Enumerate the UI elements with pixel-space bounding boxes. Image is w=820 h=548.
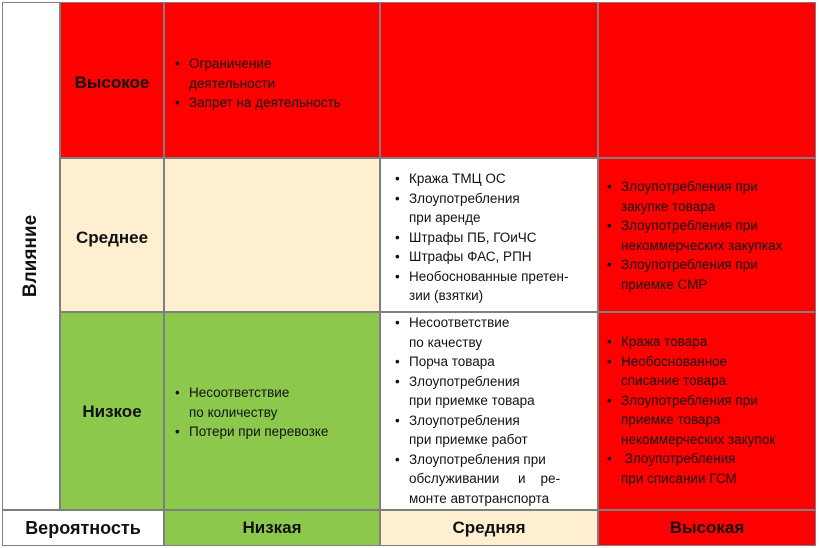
list-item: • Штрафы ПБ, ГОиЧС (395, 228, 569, 248)
list-item: • Запрет на деятельность (175, 93, 341, 113)
row-label-medium-text: Среднее (75, 228, 149, 247)
column-header-medium-text: Средняя (452, 518, 526, 537)
list-item: • Необоснованное списание товара (607, 352, 775, 391)
list-item: • Кража товара (607, 332, 775, 352)
list-item: • Злоупотребления при закупке товара (607, 177, 782, 216)
list-item: • Несоответствие по количеству (175, 383, 328, 422)
column-header-low (164, 510, 380, 546)
list-item: • Необоснованные претен- зии (взятки) (395, 267, 569, 306)
row-label-high-text: Высокое (74, 73, 150, 92)
column-header-medium (380, 510, 598, 546)
list-item: • Штрафы ФАС, РПН (395, 247, 569, 267)
list-item: • Ограничение деятельности (175, 54, 341, 93)
cell-high-low-list (175, 54, 341, 113)
probability-axis-text: Вероятность (25, 517, 141, 538)
cell-medium-medium (380, 158, 598, 312)
cell-low-high-list (607, 332, 775, 488)
cell-high-high (598, 2, 816, 158)
cell-medium-high (598, 158, 816, 312)
list-item: • Злоупотребления при приемке товара (395, 372, 560, 411)
column-header-high (598, 510, 816, 546)
column-header-low-text: Низкая (242, 518, 302, 537)
cell-low-medium (380, 312, 598, 510)
cell-low-low (164, 312, 380, 510)
list-item: • Порча товара (395, 352, 560, 372)
row-label-high (60, 2, 164, 158)
list-item: • Злоупотребления при приемке СМР (607, 255, 782, 294)
list-item: • Потери при перевозке (175, 422, 328, 442)
list-item: • Кража ТМЦ ОС (395, 169, 569, 189)
row-label-medium (60, 158, 164, 312)
cell-low-low-list (175, 383, 328, 442)
list-item: • Злоупотребления при списании ГСМ (607, 449, 775, 488)
list-item: • Злоупотребления при обслуживании и ре- монте автотранспорта (395, 450, 560, 509)
column-header-high-text: Высокая (669, 518, 745, 537)
list-item: • Несоответствие по качеству (395, 313, 560, 352)
influence-axis-label (2, 2, 60, 510)
list-item: • Злоупотребления при некоммерческих закупках (607, 216, 782, 255)
row-label-low-text: Низкое (82, 402, 142, 421)
cell-low-medium-list (395, 313, 560, 508)
probability-axis-label (2, 510, 164, 546)
row-label-low (60, 312, 164, 510)
list-item: • Злоупотребления при приемке товара некоммерческих закупок (607, 391, 775, 450)
cell-medium-low (164, 158, 380, 312)
list-item: • Злоупотребления при аренде (395, 189, 569, 228)
cell-medium-medium-list (395, 169, 569, 306)
cell-high-low (164, 2, 380, 158)
cell-low-high (598, 312, 816, 510)
influence-axis-text: Влияние (20, 214, 41, 298)
cell-high-medium (380, 2, 598, 158)
list-item: • Злоупотребления при приемке работ (395, 411, 560, 450)
cell-medium-high-list (607, 177, 782, 294)
